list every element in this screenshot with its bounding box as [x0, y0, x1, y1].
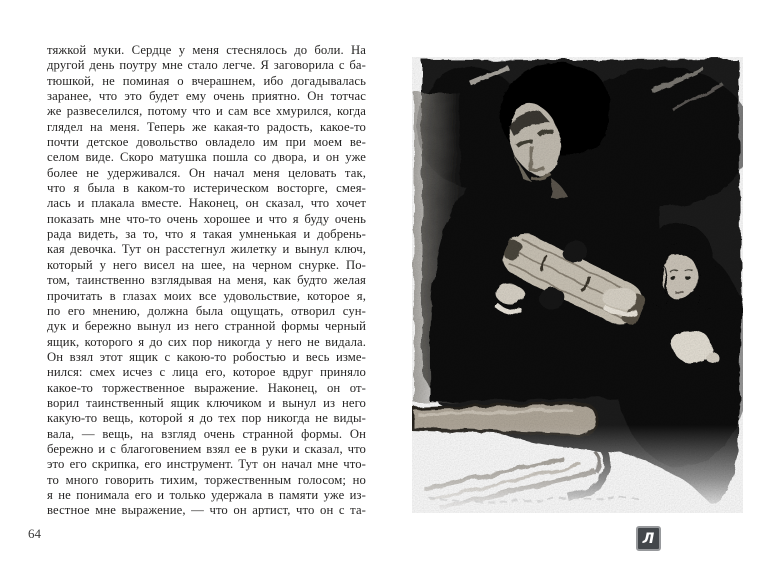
text-line: же развеселился, потому что и сам все хмурился, когда: [47, 104, 366, 119]
grain-texture: [412, 57, 743, 513]
text-line: какую-то вещь, которой я до тех пор никогда не виды-: [47, 411, 366, 426]
text-line: Он взял этот ящик с какою-то робостью и весь изме-: [47, 349, 366, 364]
text-line: по его мнению, должна была ощущать, отворил сун-: [47, 303, 366, 318]
text-line: вала, — вещь, на взгляд очень странной формы. Он: [47, 426, 366, 441]
labirint-watermark-badge: Л: [636, 526, 661, 551]
text-line: ворил таинственный ящик ключиком и вынул из него: [47, 395, 366, 410]
text-line: вестное мне выражение, — что он артист, что он с та-: [47, 503, 366, 518]
text-line: ящик, которого я до сих пор никогда у него не видала.: [47, 334, 366, 349]
text-line: я не понимала его и только удержала в памяти уже из-: [47, 487, 366, 502]
text-line: какое-то торжественное выражение. Наконец, он от-: [47, 380, 366, 395]
text-line: прочитать в глазах моих все удовольствие, которое я,: [47, 288, 366, 303]
text-line: тяжкой муки. Сердце у меня стеснялось до боли. На: [47, 43, 366, 57]
text-line: показать мне что-то очень хорошее и что я буду очень: [47, 211, 366, 226]
text-line: рада видеть, за то, что я такая умненькая и добрень-: [47, 227, 366, 242]
text-line: том, таинственно взглядывая на меня, как будто желая: [47, 273, 366, 288]
text-line: бережно и с благоговением взял ее в руки и сказал, что: [47, 441, 366, 456]
text-line: заранее, что это будет ему очень приятно. Он тотчас: [47, 89, 366, 104]
text-line: почти детское довольство овладело им при моем ве-: [47, 135, 366, 150]
book-illustration: [412, 57, 743, 513]
text-line: который у него висел на шее, на черном снурке. По-: [47, 257, 366, 272]
left-page-text: [47, 43, 366, 519]
text-line: дук и бережно вынул из него странной формы черный: [47, 319, 366, 334]
text-line: кая девочка. Тут он расстегнул жилетку и вынул ключ,: [47, 242, 366, 257]
text-line: это его скрипка, его инструмент. Тут он начал мне что-: [47, 457, 366, 472]
text-line: тюшкой, не поминая о вчерашнем, ибо догадывалась: [47, 73, 366, 88]
text-line: глядел на меня. Теперь же какая-то радость, какое-то: [47, 119, 366, 134]
page-number: 64: [28, 526, 41, 541]
text-line: то много говорить тихим, торжественным голосом; но: [47, 472, 366, 487]
text-line: другой день поутру мне стало легче. Я заговорила с ба-: [47, 58, 366, 73]
text-line: лась и плакала вместе. Наконец, он сказал, что хочет: [47, 196, 366, 211]
text-line: более не удерживался. Он начал меня целовать так,: [47, 165, 366, 180]
text-line: селом виде. Скоро матушка пошла со двора, и он уже: [47, 150, 366, 165]
text-line: нился: смех исчез с лица его, которое вдруг приняло: [47, 365, 366, 380]
text-line: что я была в каком-то истерическом восторге, смея-: [47, 181, 366, 196]
